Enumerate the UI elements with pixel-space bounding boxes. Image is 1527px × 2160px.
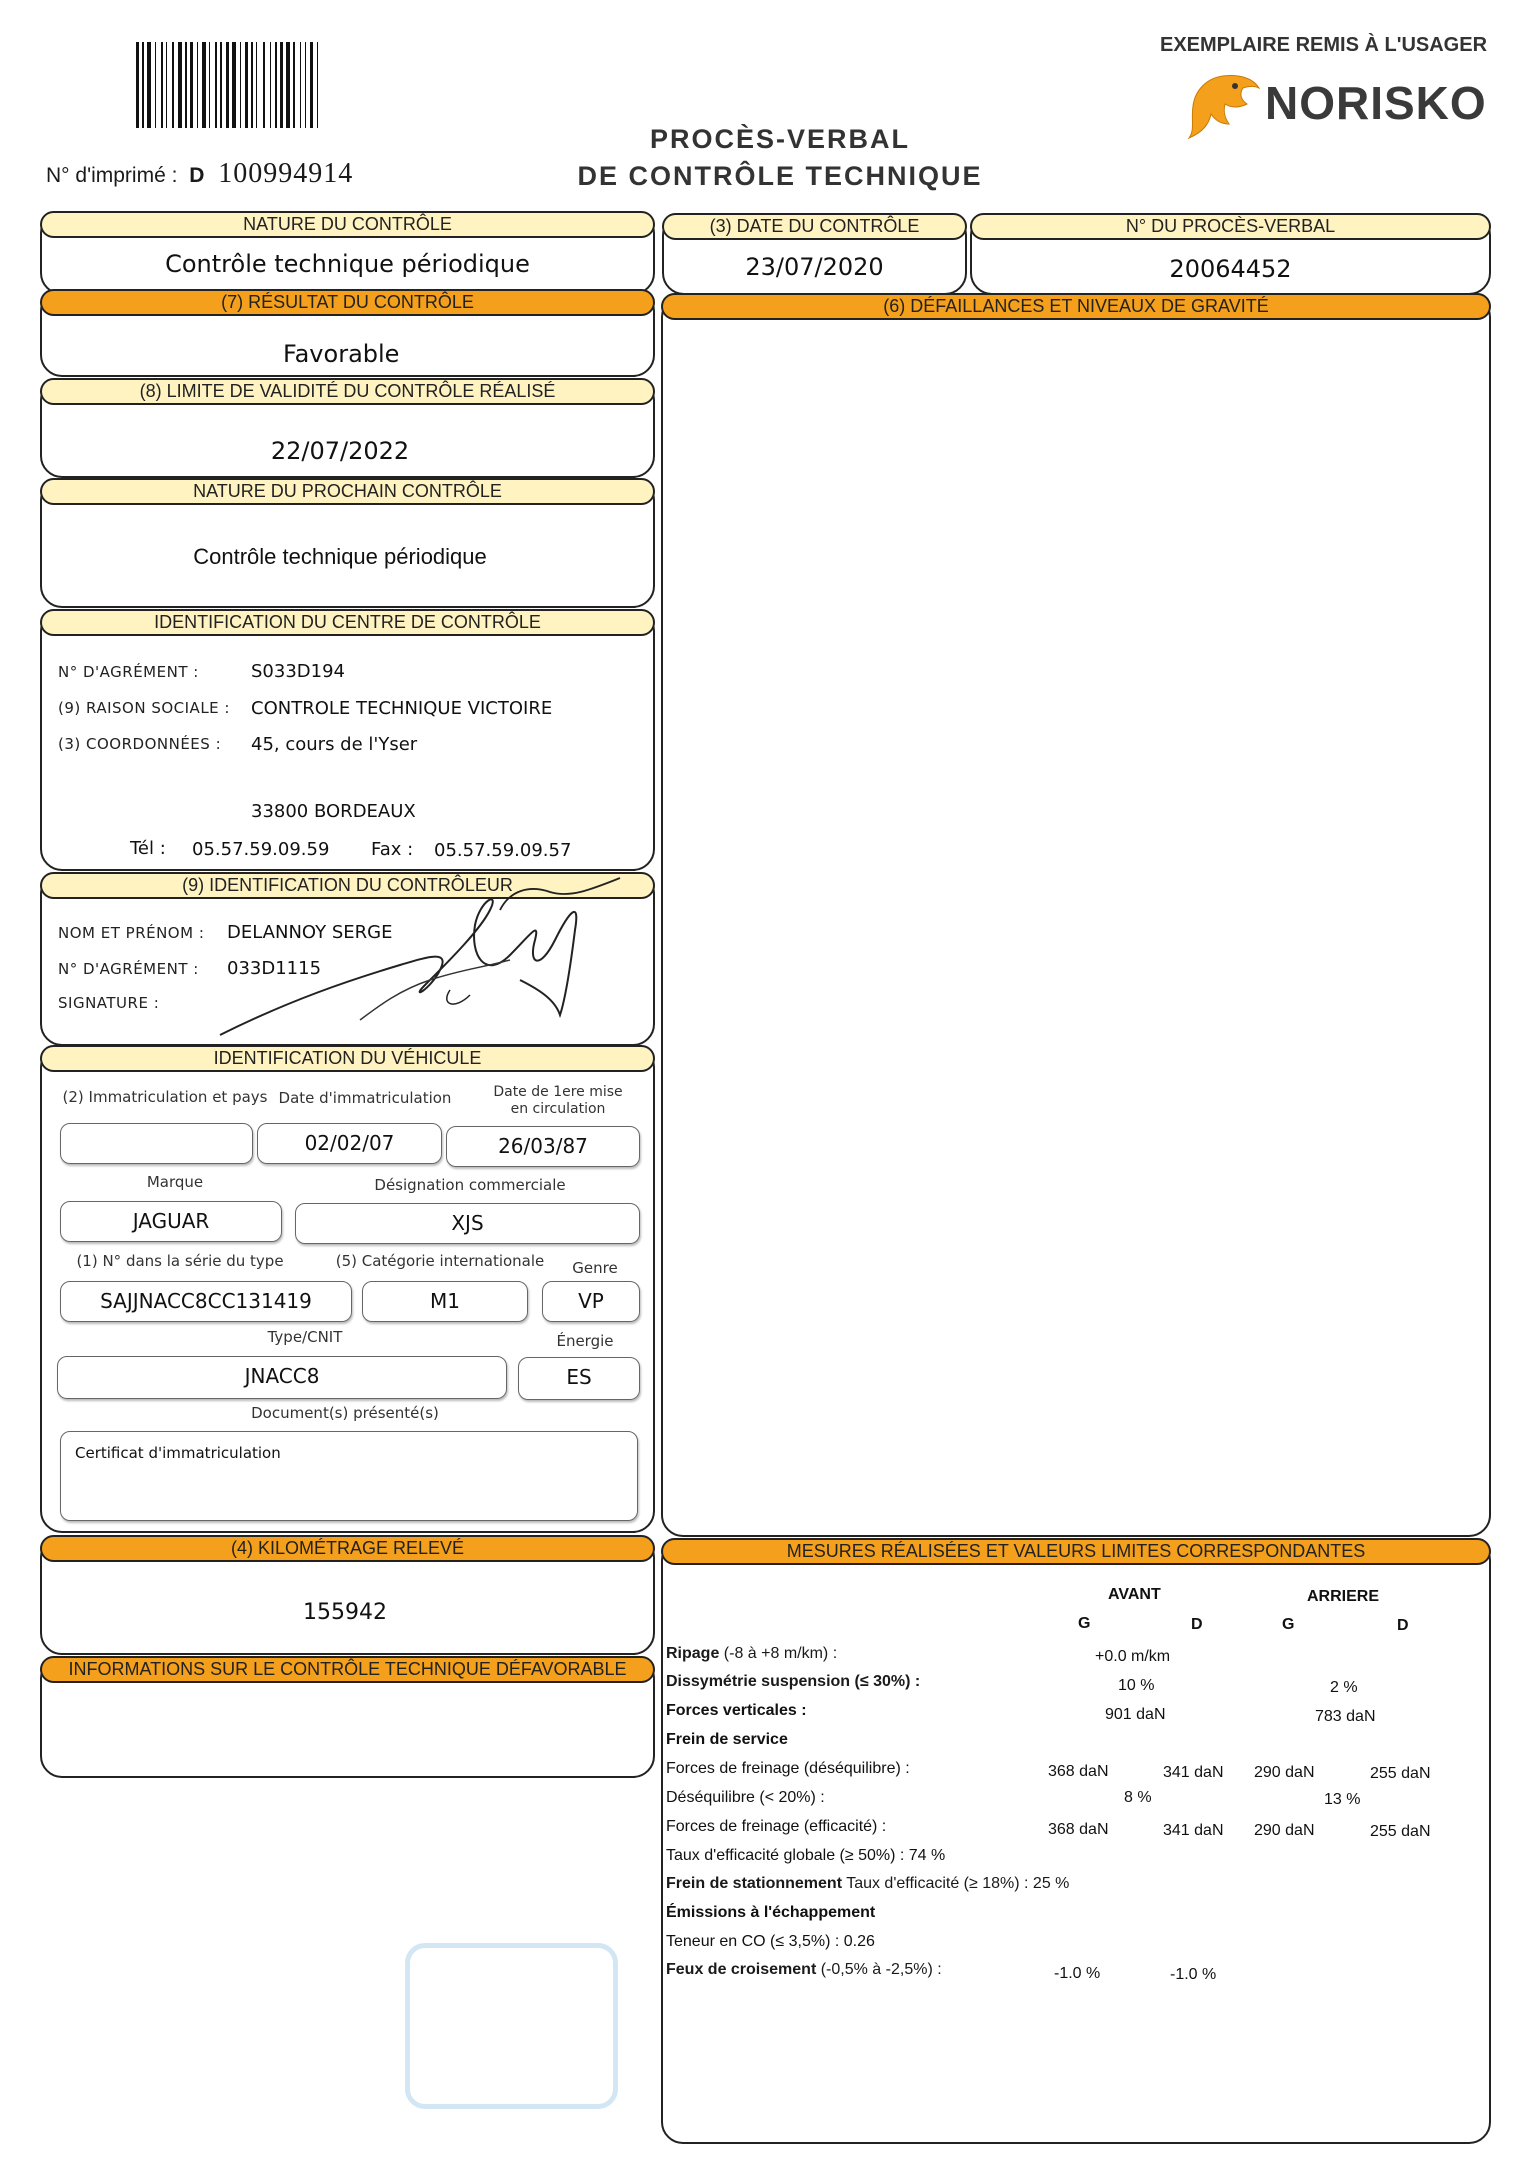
deseq-ar: 13 %: [1324, 1791, 1361, 1808]
centre-tel-label: Tél :: [130, 838, 166, 859]
validite-value: 22/07/2022: [270, 437, 410, 465]
documents-label: Document(s) présenté(s): [251, 1404, 439, 1422]
feux-label: Feux de croisement: [666, 1961, 817, 1978]
feux-g: -1.0 %: [1054, 1965, 1101, 1982]
genre-label: Genre: [572, 1259, 618, 1277]
defaillances-box: [661, 295, 1491, 1537]
centre-coord-label: (3) COORDONNÉES :: [58, 735, 222, 753]
brand-name: NORISKO: [1265, 77, 1487, 129]
controleur-signature-label: SIGNATURE :: [58, 994, 160, 1012]
centre-fax: 05.57.59.09.57: [434, 840, 572, 861]
barcode-bar: [172, 42, 174, 128]
barcode-bar: [245, 42, 248, 128]
km-value: 155942: [303, 1600, 387, 1625]
forces-vert-label: Forces verticales :: [666, 1702, 807, 1719]
controleur-nom-label: NOM ET PRÉNOM :: [58, 924, 205, 942]
defaillances-header: (6) DÉFAILLANCES ET NIVEAUX DE GRAVITÉ: [661, 293, 1491, 320]
centre-raison: CONTROLE TECHNIQUE VICTOIRE: [251, 698, 553, 719]
barcode-bar: [136, 42, 139, 128]
designation-label: Désignation commerciale: [374, 1176, 566, 1194]
genre-field: VP: [542, 1281, 640, 1322]
premiere-label-2: en circulation: [510, 1101, 606, 1117]
ff-deseq-label: Forces de freinage (déséquilibre) :: [666, 1760, 910, 1777]
barcode-bar: [310, 42, 313, 128]
barcode-bar: [251, 42, 253, 128]
ff-eff-0: 368 daN: [1048, 1821, 1109, 1838]
barcode-bar: [202, 42, 206, 128]
vehicule-header: IDENTIFICATION DU VÉHICULE: [40, 1045, 655, 1072]
page-title: [520, 124, 1040, 192]
barcode-bar: [286, 42, 290, 128]
stamp-area: [405, 1943, 618, 2109]
dissym-limit: (≤ 30%) :: [850, 1673, 921, 1690]
ff-eff-label: Forces de freinage (efficacité) :: [666, 1818, 887, 1835]
type-label: Type/CNIT: [267, 1328, 343, 1346]
imprime-label: N° d'imprimé :: [46, 164, 178, 187]
dissym-row: [666, 1673, 920, 1691]
dissym-ar: 2 %: [1330, 1679, 1358, 1696]
controleur-header: (9) IDENTIFICATION DU CONTRÔLEUR: [40, 872, 655, 899]
barcode-bar: [226, 42, 229, 128]
type-field: JNACC8: [57, 1356, 507, 1399]
centre-raison-label: (9) RAISON SOCIALE :: [58, 699, 230, 717]
controleur-nom: DELANNOY SERGE: [227, 922, 393, 943]
pv-header: N° DU PROCÈS-VERBAL: [970, 213, 1491, 240]
centre-tel: 05.57.59.09.59: [192, 839, 330, 860]
arriere-g: G: [1282, 1616, 1295, 1633]
barcode-bar: [147, 42, 151, 128]
centre-header: IDENTIFICATION DU CENTRE DE CONTRÔLE: [40, 609, 655, 636]
barcode: [136, 42, 483, 128]
frein-stat-row: [666, 1875, 1069, 1893]
deseq-av: 8 %: [1124, 1789, 1152, 1806]
centre-fax-label: Fax :: [371, 839, 414, 860]
premiere-field: 26/03/87: [446, 1126, 640, 1167]
barcode-bar: [293, 42, 295, 128]
date-immat-field: 02/02/07: [257, 1123, 442, 1164]
barcode-bar: [142, 42, 144, 128]
documents-value: Certificat d'immatriculation: [75, 1444, 281, 1462]
barcode-bar: [190, 42, 193, 128]
km-header: (4) KILOMÉTRAGE RELEVÉ: [40, 1535, 655, 1562]
date-value: 23/07/2020: [745, 253, 884, 281]
frein-stat-value: Taux d'efficacité (≥ 18%) : 25 %: [842, 1875, 1070, 1892]
avant-g: G: [1078, 1615, 1091, 1632]
marque-field: JAGUAR: [60, 1201, 282, 1242]
title-line-1: PROCÈS-VERBAL: [649, 124, 911, 154]
title-line-2: DE CONTRÔLE TECHNIQUE: [577, 161, 983, 191]
serie-label: (1) N° dans la série du type: [76, 1252, 284, 1270]
defavorable-header: INFORMATIONS SUR LE CONTRÔLE TECHNIQUE DÉFAVORABLE: [40, 1656, 655, 1683]
barcode-bar: [209, 42, 210, 128]
centre-ville: 33800 BORDEAUX: [251, 801, 416, 822]
controleur-agrement: 033D1115: [227, 958, 322, 979]
imprime-letter: D: [189, 164, 205, 187]
mesures-box: [661, 1538, 1491, 2144]
controleur-agrement-label: N° D'AGRÉMENT :: [58, 960, 199, 978]
barcode-bar: [270, 42, 271, 128]
categorie-label: (5) Catégorie internationale: [335, 1252, 545, 1270]
barcode-bar: [263, 42, 265, 128]
centre-agrement: S033D194: [251, 661, 345, 682]
frein-stat-label: Frein de stationnement: [666, 1875, 843, 1892]
barcode-bar: [317, 42, 318, 128]
barcode-bar: [215, 42, 217, 128]
barcode-bar: [161, 42, 163, 128]
ff-eff-1: 341 daN: [1163, 1822, 1224, 1839]
feux-row: [666, 1961, 942, 1979]
barcode-bar: [197, 42, 198, 128]
documents-field: [60, 1431, 638, 1521]
prochain-value: Contrôle technique périodique: [193, 544, 487, 569]
avant-d: D: [1191, 1616, 1203, 1633]
forces-vert-ar: 783 daN: [1315, 1708, 1376, 1725]
imprime-value: 100994914: [218, 158, 354, 189]
barcode-bar: [178, 42, 182, 128]
immat-field: [60, 1123, 253, 1164]
validite-header: (8) LIMITE DE VALIDITÉ DU CONTRÔLE RÉALISÉ: [40, 378, 655, 405]
barcode-bar: [305, 42, 306, 128]
ripage-limit: (-8 à +8 m/km) :: [719, 1645, 838, 1662]
feux-limit: (-0,5% à -2,5%) :: [816, 1961, 942, 1978]
barcode-bar: [240, 42, 241, 128]
centre-agrement-label: N° D'AGRÉMENT :: [58, 663, 199, 681]
frein-service: Frein de service: [666, 1731, 788, 1748]
barcode-bar: [232, 42, 236, 128]
ff-deseq-3: 255 daN: [1370, 1765, 1431, 1782]
dissym-label: Dissymétrie suspension: [666, 1673, 851, 1690]
dissym-av: 10 %: [1118, 1677, 1155, 1694]
signature-scribble: [210, 870, 630, 1040]
barcode-bar: [220, 42, 222, 128]
emissions-label: Émissions à l'échappement: [666, 1904, 876, 1921]
serie-field: SAJJNACC8CC131419: [60, 1281, 352, 1322]
barcode-bar: [185, 42, 187, 128]
date-header: (3) DATE DU CONTRÔLE: [662, 213, 967, 240]
barcode-bar: [166, 42, 167, 128]
arriere-d: D: [1397, 1617, 1409, 1634]
pv-value: 20064452: [1169, 255, 1292, 283]
ff-deseq-2: 290 daN: [1254, 1764, 1315, 1781]
norisko-logo: [1185, 72, 1495, 140]
immat-label: (2) Immatriculation et pays: [62, 1088, 268, 1106]
barcode-bar: [155, 42, 156, 128]
ff-eff-2: 290 daN: [1254, 1822, 1315, 1839]
avant-label: AVANT: [1108, 1586, 1161, 1603]
co-value: Teneur en CO (≤ 3,5%) : 0.26: [666, 1933, 875, 1950]
barcode-bar: [275, 42, 277, 128]
forces-vert-av: 901 daN: [1105, 1706, 1166, 1723]
nature-header: NATURE DU CONTRÔLE: [40, 211, 655, 238]
energie-label: Énergie: [556, 1332, 614, 1350]
ripage-value: +0.0 m/km: [1095, 1648, 1171, 1665]
barcode-bar: [280, 42, 283, 128]
centre-adresse: 45, cours de l'Yser: [251, 734, 418, 755]
premiere-label: [463, 1084, 653, 1118]
ff-deseq-1: 341 daN: [1163, 1764, 1224, 1781]
marque-label: Marque: [146, 1173, 204, 1191]
energie-field: ES: [518, 1357, 640, 1400]
exemplaire-text: EXEMPLAIRE REMIS À L'USAGER: [1160, 34, 1488, 56]
ripage-label: Ripage: [666, 1645, 720, 1662]
categorie-field: M1: [362, 1281, 528, 1322]
resultat-header: (7) RÉSULTAT DU CONTRÔLE: [40, 289, 655, 316]
ripage-row: [666, 1645, 837, 1663]
feux-d: -1.0 %: [1170, 1966, 1217, 1983]
designation-field: XJS: [295, 1203, 640, 1244]
prochain-header: NATURE DU PROCHAIN CONTRÔLE: [40, 478, 655, 505]
deseq-label: Déséquilibre (< 20%) :: [666, 1789, 825, 1806]
barcode-bar: [256, 42, 257, 128]
taux-global: Taux d'efficacité globale (≥ 50%) : 74 %: [666, 1847, 946, 1864]
nature-value: Contrôle technique périodique: [165, 250, 530, 278]
premiere-label-1: Date de 1ere mise: [493, 1084, 623, 1100]
imprime-number: [46, 158, 353, 190]
ff-deseq-0: 368 daN: [1048, 1763, 1109, 1780]
barcode-bar: [300, 42, 301, 128]
resultat-value: Favorable: [283, 340, 400, 368]
mesures-header: MESURES RÉALISÉES ET VALEURS LIMITES CORRESPONDANTES: [661, 1538, 1491, 1565]
date-immat-label: Date d'immatriculation: [278, 1089, 452, 1107]
ff-eff-3: 255 daN: [1370, 1823, 1431, 1840]
eagle-icon: [1185, 72, 1260, 140]
arriere-label: ARRIERE: [1307, 1588, 1380, 1605]
